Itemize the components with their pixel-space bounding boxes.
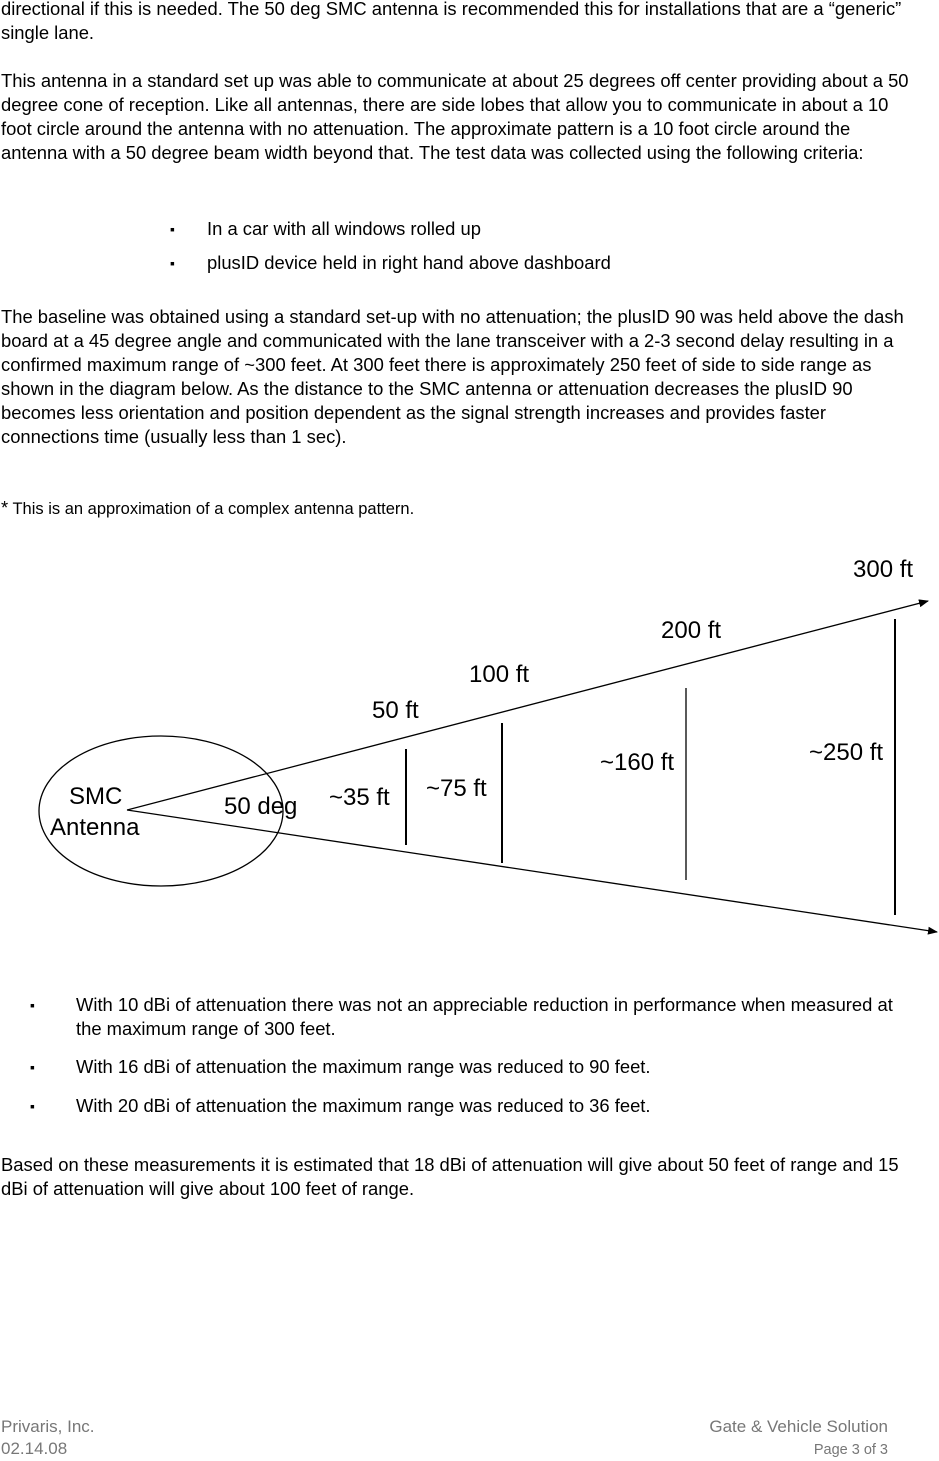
- paragraph-baseline: The baseline was obtained using a standard set-up with no attenuation; the plusID 90 was held above the dash board at a 45 degree angle and communicated with the lane transceiver with a 2-3 second delay resulting in a confirmed maximum range of ~300 feet. At 300 feet there is approximately 250 feet of side to side range as shown in the diagram below. As the distance to the SMC antenna or attenuation decreases the plusID 90 becomes less orientation and position dependent as the signal strength increases and provides faster connections time (usually less than 1 sec).: [1, 306, 904, 447]
- paragraph-conclusion: Based on these measurements it is estimated that 18 dBi of attenuation will give about 50 feet of range and 15 dBi of attenuation will give about 100 feet of range.: [1, 1154, 899, 1199]
- footer-company: Privaris, Inc.: [1, 1417, 95, 1436]
- note-asterisk: *: [1, 497, 9, 518]
- footer-doc-title: Gate & Vehicle Solution: [709, 1417, 888, 1436]
- paragraph-intro: directional if this is needed. The 50 deg SMC antenna is recommended this for installations that are a “generic” single lane.: [1, 0, 902, 43]
- footer-date: 02.14.08: [1, 1439, 68, 1458]
- antenna-label-line1: SMC: [69, 783, 123, 810]
- note-text: This is an approximation of a complex antenna pattern.: [8, 500, 415, 518]
- paragraph-antenna-pattern: This antenna in a standard set up was able to communicate at about 25 degrees off center providing about a 50 degree cone of reception. Like all antennas, there are side lobes that allow you to communicate in about a 10 foot circle around the antenna with no attenuation. The approximate pattern is a 10 foot circle around the antenna with a 50 degree beam width beyond that. The test data was collected using the following criteria:: [1, 70, 909, 163]
- distance-label-200ft: 200 ft: [661, 617, 722, 644]
- bullet-marker: ▪: [30, 1059, 35, 1075]
- distance-label-50ft: 50 ft: [372, 697, 419, 724]
- distance-label-300ft: 300 ft: [853, 556, 914, 583]
- criteria-bullet-text: plusID device held in right hand above dashboard: [207, 252, 611, 273]
- width-label-250ft: ~250 ft: [809, 739, 884, 766]
- beam-upper-edge: [127, 601, 928, 810]
- bullet-marker: ▪: [170, 255, 175, 271]
- criteria-bullet-text: In a car with all windows rolled up: [207, 218, 481, 239]
- width-label-160ft: ~160 ft: [600, 749, 675, 776]
- attenuation-bullet-text: With 10 dBi of attenuation there was not an appreciable reduction in performance when measured at the maximum range of 300 feet.: [76, 994, 893, 1039]
- width-label-75ft: ~75 ft: [426, 775, 487, 802]
- bullet-marker: ▪: [170, 221, 175, 237]
- beam-lower-edge: [127, 810, 937, 932]
- footer-page-number: Page 3 of 3: [813, 1442, 888, 1458]
- approximation-note: [1, 498, 414, 519]
- attenuation-bullet-text: With 20 dBi of attenuation the maximum range was reduced to 36 feet.: [76, 1095, 651, 1116]
- bullet-marker: ▪: [30, 997, 35, 1013]
- antenna-label-line2: Antenna: [50, 814, 140, 841]
- bullet-marker: ▪: [30, 1098, 35, 1114]
- antenna-pattern-diagram: [0, 540, 939, 960]
- beam-angle-label: 50 deg: [224, 793, 298, 820]
- width-label-35ft: ~35 ft: [329, 784, 390, 811]
- distance-label-100ft: 100 ft: [469, 661, 530, 688]
- attenuation-bullet-text: With 16 dBi of attenuation the maximum range was reduced to 90 feet.: [76, 1056, 651, 1077]
